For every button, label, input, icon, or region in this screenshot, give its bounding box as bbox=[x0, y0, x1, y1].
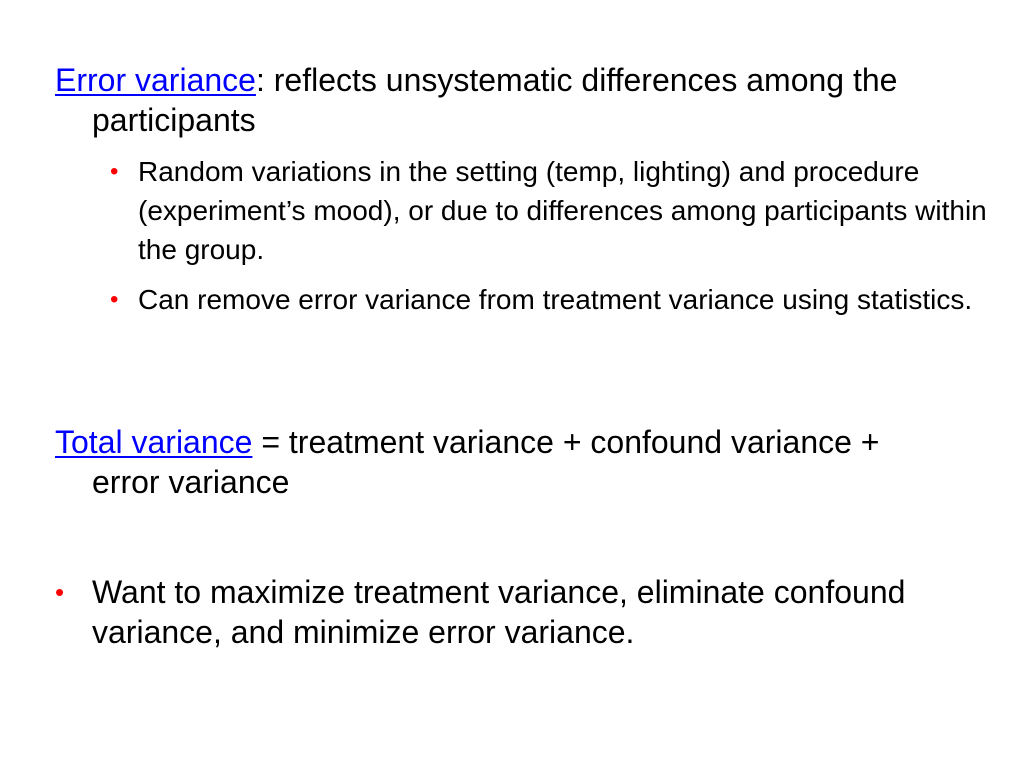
bullet-icon: • bbox=[110, 158, 119, 185]
sub-bullet-remove-error bbox=[110, 280, 990, 319]
error-variance-definition bbox=[55, 60, 955, 140]
bullet-icon: • bbox=[55, 577, 65, 607]
bullet-icon: • bbox=[110, 286, 119, 313]
sub-bullet-text: Random variations in the setting (temp, lighting) and procedure (experiment’s mood), or due to differences among participants within the group. bbox=[138, 156, 987, 265]
sub-bullet-text: Can remove error variance from treatment variance using statistics. bbox=[138, 284, 973, 315]
sub-bullet-random-variations bbox=[110, 152, 990, 269]
error-variance-term[interactable]: Error variance bbox=[55, 62, 256, 98]
total-variance-term[interactable]: Total variance bbox=[55, 424, 253, 460]
goal-bullet bbox=[55, 572, 975, 652]
error-variance-description: : reflects unsystematic differences among the participants bbox=[92, 62, 898, 138]
total-variance-equation: = treatment variance + confound variance + error variance bbox=[92, 424, 880, 500]
total-variance-definition bbox=[55, 422, 955, 502]
goal-bullet-text: Want to maximize treatment variance, eliminate confound variance, and minimize error variance. bbox=[92, 574, 906, 650]
